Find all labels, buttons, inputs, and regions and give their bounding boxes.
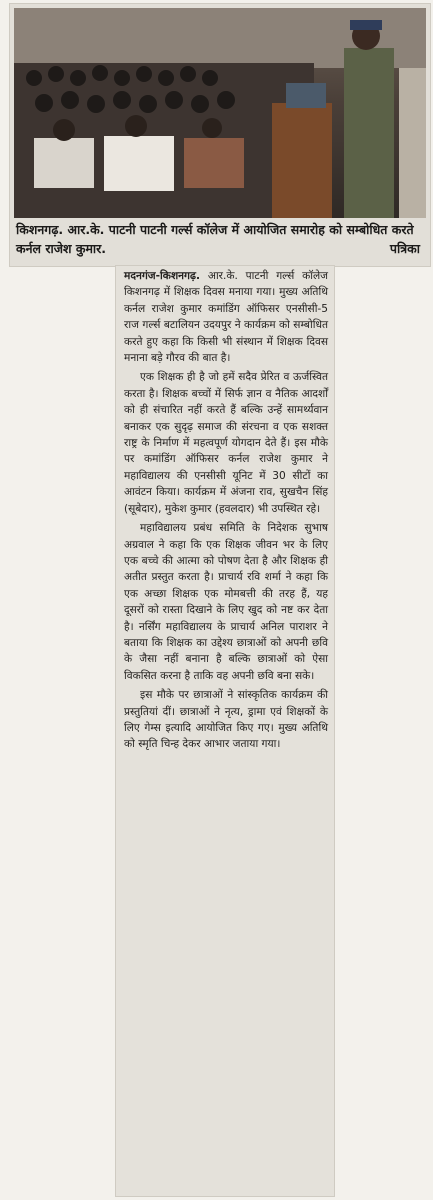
caption-text: किशनगढ़. आर.के. पाटनी पाटनी गर्ल्स कॉलेज में आयोजित समारोह को सम्बोधित करते कर्नल राजेश कुमार. bbox=[16, 222, 414, 256]
article-paragraph-1 bbox=[124, 268, 328, 366]
article-paragraph-4: इस मौके पर छात्राओं ने सांस्कृतिक कार्यक्रम की प्रस्तुतियां दीं। छात्राओं ने नृत्य, ड्रामा एवं शिक्षकों के लिए गेम्स इत्यादि आयोजित किए गए। मुख्य अतिथि को स्मृति चिन्ह देकर आभार जताया गया। bbox=[124, 689, 328, 751]
event-photo bbox=[14, 8, 426, 218]
paragraph-1-text: आर.के. पाटनी गर्ल्स कॉलेज किशनगढ़ में शिक्षक दिवस मनाया गया। मुख्य अतिथि कर्नल राजेश कुमार कमांडिंग ऑफिसर एनसीसी-5 राज गर्ल्स बटालियन उदयपुर ने कार्यक्रम को सम्बोधित करते हुए कहा कि किसी भी संस्थान में शिक्षक दिवस मनाना बड़े गौरव की बात है। bbox=[124, 270, 328, 365]
article-body bbox=[124, 268, 328, 756]
article-paragraph-3: महाविद्यालय प्रबंध समिति के निदेशक सुभाष अग्रवाल ने कहा कि एक शिक्षक जीवन भर के लिए एक बच्चे की आत्मा को पोषण देता है और शिक्षक ही अतीत प्रस्तुत करता है। प्राचार्य रवि शर्मा ने कहा कि एक अच्छा शिक्षक एक मोमबत्ती की तरह हैं, यह दूसरों को रास्ता दिखाने के लिए खुद को नष्ट कर देता है। नर्सिंग महाविद्यालय के प्राचार्य अनिल पाराशर ने बताया कि शिक्षक का उद्देश्य छात्राओं को अपनी छवि के जैसा नहीं बनाना है बल्कि छात्राओं को ऐसा विकसित करना है ताकि वह अपनी छवि बना सके। bbox=[124, 522, 328, 682]
caption-credit: पत्रिका bbox=[389, 241, 420, 256]
event-photo-illustration bbox=[14, 8, 426, 218]
article-paragraph-2: एक शिक्षक ही है जो हमें सदैव प्रेरित व ऊर्जस्वित करता है। शिक्षक बच्चों में सिर्फ ज्ञान व नैतिक आदर्शों को ही संचारित नहीं करते हैं बल्कि उन्हें सामर्थ्यवान बनाकर एक सुदृढ़ समाज की संरचना व एक सशक्त राष्ट्र के निर्माण में महत्वपूर्ण योगदान देते हैं। इस मौके पर कमांडिंग ऑफिसर कर्नल राजेश कुमार ने महाविद्यालय की एनसीसी यूनिट में 30 सीटों का आवंटन किया। कार्यक्रम में अंजना राव, सुखचैन सिंह (सूबेदार), मुकेश कुमार (हवलदार) भी उपस्थित रहे। bbox=[124, 371, 328, 515]
photo-clipping bbox=[10, 4, 430, 266]
photo-caption bbox=[16, 220, 424, 264]
article-clipping bbox=[116, 266, 334, 1196]
dateline: मदनगंज-किशनगढ़. bbox=[124, 270, 200, 282]
